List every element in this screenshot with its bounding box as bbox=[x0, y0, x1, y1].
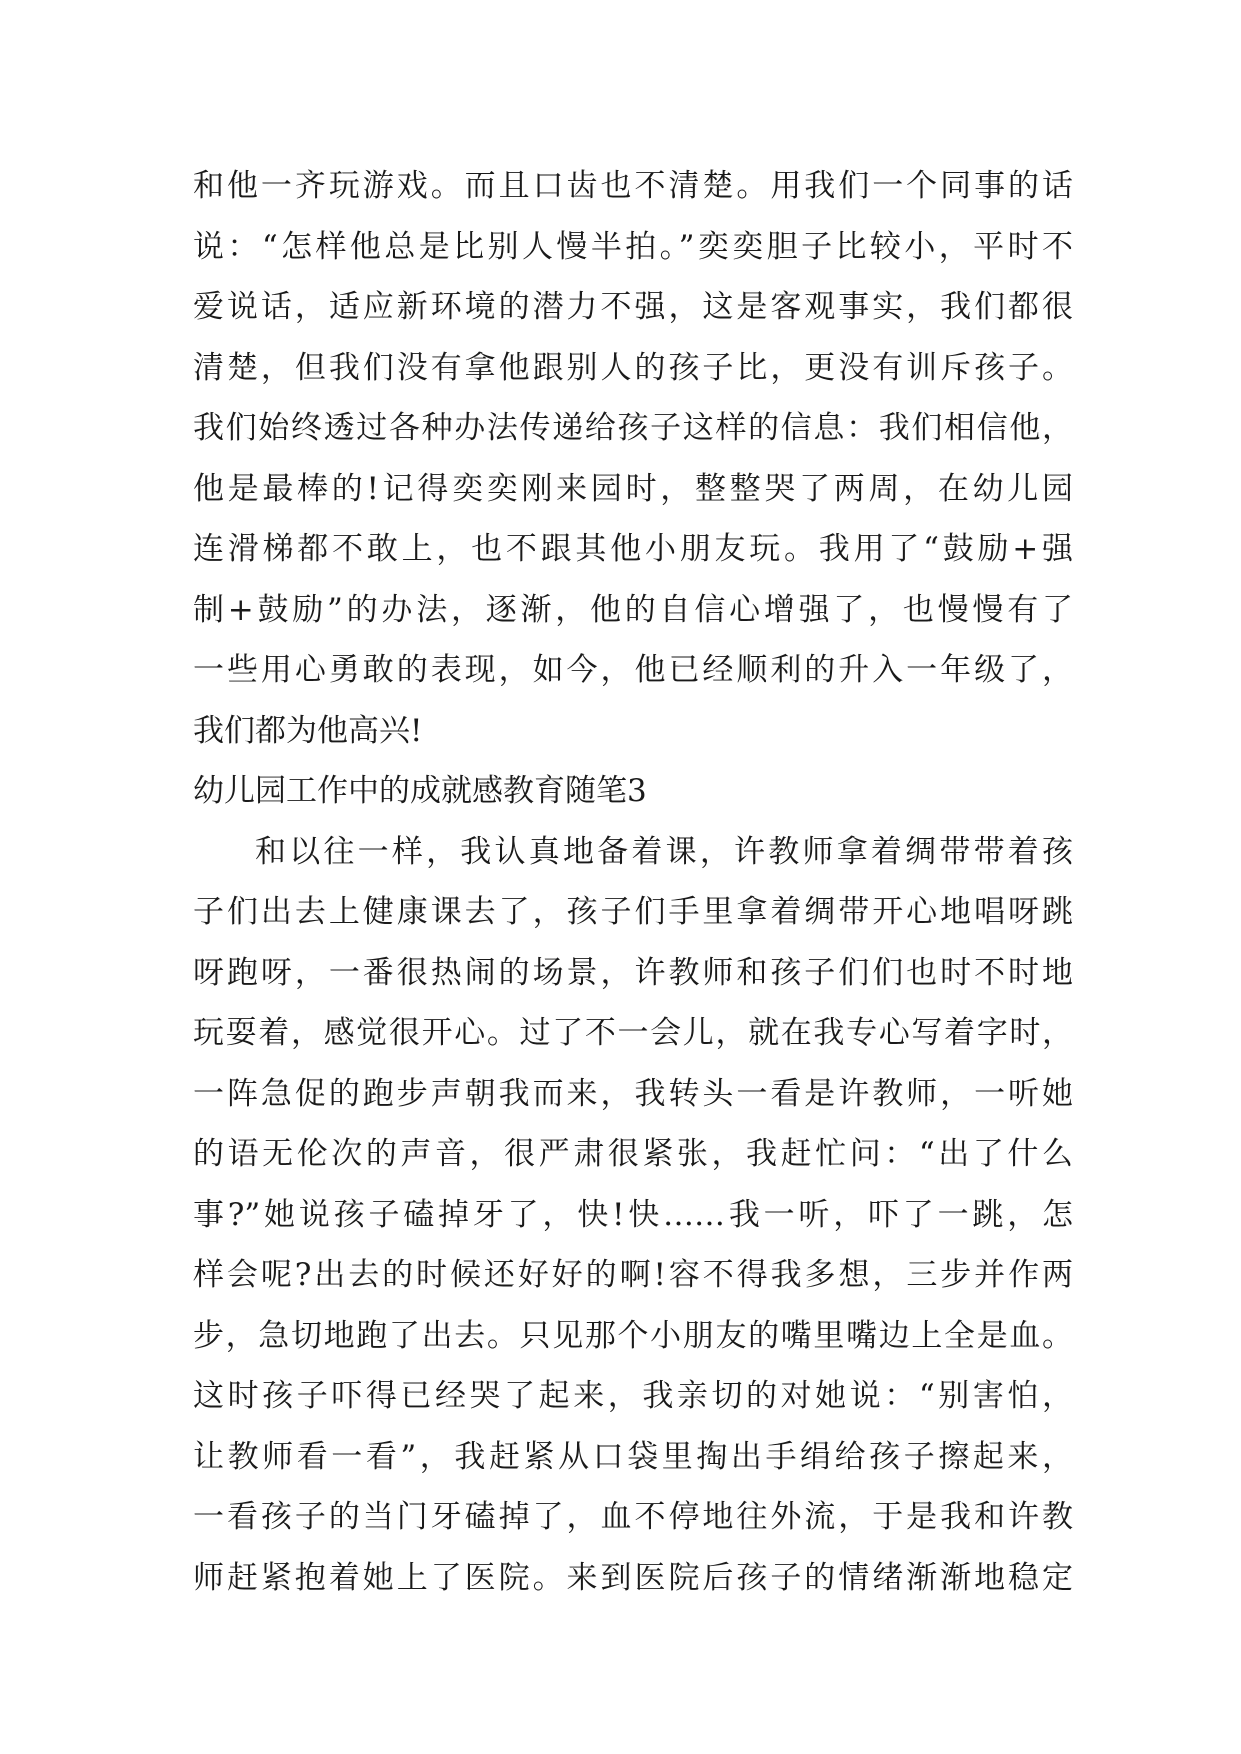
text-line: 玩耍着，感觉很开心。过了不一会儿，就在我专心写着字时， bbox=[193, 1015, 1073, 1051]
text-line: 爱说话，适应新环境的潜力不强，这是客观事实，我们都很 bbox=[193, 289, 1073, 325]
text-line: 一些用心勇敢的表现，如今，他已经顺利的升入一年级了， bbox=[193, 652, 1073, 688]
document-body bbox=[193, 156, 1073, 1608]
text-line: 一看孩子的当门牙磕掉了，血不停地往外流，于是我和许教 bbox=[193, 1499, 1073, 1535]
text-line: 一阵急促的跑步声朝我而来，我转头一看是许教师，一听她 bbox=[193, 1075, 1073, 1112]
section-heading: 幼儿园工作中的成就感教育随笔3 bbox=[193, 773, 647, 809]
text-line: 的语无伦次的声音，很严肃很紧张，我赶忙问：“出了什么 bbox=[193, 1136, 1073, 1172]
text-line: 让教师看一看”，我赶紧从口袋里掏出手绢给孩子擦起来， bbox=[193, 1438, 1073, 1475]
text-line: 他是最棒的!记得奕奕刚来园时，整整哭了两周，在幼儿园 bbox=[193, 470, 1073, 507]
text-line: 样会呢?出去的时候还好好的啊!容不得我多想，三步并作两 bbox=[193, 1257, 1073, 1293]
text-line: 呀跑呀，一番很热闹的场景，许教师和孩子们们也时不时地 bbox=[193, 954, 1073, 991]
text-line: 说：“怎样他总是比别人慢半拍。”奕奕胆子比较小，平时不 bbox=[193, 228, 1073, 265]
text-line: 我们都为他高兴! bbox=[193, 712, 423, 749]
text-line: 和他一齐玩游戏。而且口齿也不清楚。用我们一个同事的话 bbox=[193, 168, 1073, 204]
text-line: 我们始终透过各种办法传递给孩子这样的信息：我们相信他， bbox=[193, 410, 1073, 446]
text-line: 连滑梯都不敢上，也不跟其他小朋友玩。我用了“鼓励+强 bbox=[193, 531, 1073, 567]
text-line: 步，急切地跑了出去。只见那个小朋友的嘴里嘴边上全是血。 bbox=[193, 1317, 1073, 1354]
text-line: 师赶紧抱着她上了医院。来到医院后孩子的情绪渐渐地稳定 bbox=[193, 1559, 1073, 1596]
text-line: 子们出去上健康课去了，孩子们手里拿着绸带开心地唱呀跳 bbox=[193, 894, 1073, 930]
text-line: 清楚，但我们没有拿他跟别人的孩子比，更没有训斥孩子。 bbox=[193, 349, 1073, 386]
text-line: 和以往一样，我认真地备着课，许教师拿着绸带带着孩 bbox=[255, 833, 1073, 870]
text-line: 制+鼓励”的办法，逐渐，他的自信心增强了，也慢慢有了 bbox=[193, 591, 1073, 628]
text-line: 这时孩子吓得已经哭了起来，我亲切的对她说：“别害怕， bbox=[193, 1378, 1073, 1414]
text-line: 事?”她说孩子磕掉牙了，快!快……我一听，吓了一跳，怎 bbox=[193, 1196, 1073, 1233]
